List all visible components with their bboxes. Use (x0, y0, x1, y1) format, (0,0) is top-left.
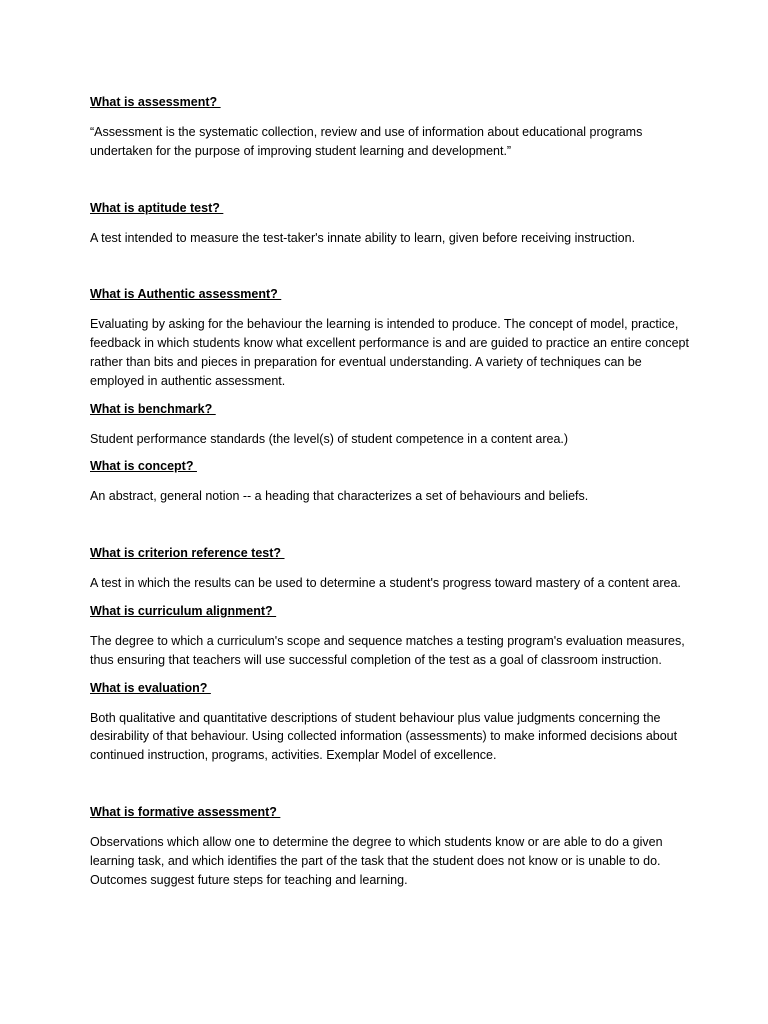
answer-paragraph: Observations which allow one to determine the degree to which students know or are able to do a given learning task, and which identifies the part of the task that the student does not know or is unable to do. Outcomes suggest future steps for teaching and learning. (90, 834, 663, 887)
question-heading: What is curriculum alignment? (90, 603, 277, 618)
question-heading: What is evaluation? (90, 680, 211, 695)
question-heading: What is Authentic assessment? (90, 287, 282, 302)
answer-paragraph: A test in which the results can be used to determine a student's progress toward mastery of a content area. (90, 576, 681, 591)
question-heading: What is formative assessment? (90, 804, 281, 819)
answer-paragraph: The degree to which a curriculum's scope and sequence matches a testing program's evaluation measures, thus ensuring that teachers will use successful completion of the test as a goal of classroom instruction. (90, 633, 685, 667)
answer-paragraph: Both qualitative and quantitative descriptions of student behaviour plus value judgments concerning the desirability of that behaviour. Using collected information (assessments) to make informed decisions about continued instruction, programs, activities. Exemplar Model of excellence. (90, 710, 678, 763)
answer-paragraph: Student performance standards (the level(s) of student competence in a content area.) (90, 431, 569, 446)
document-content (90, 94, 690, 889)
answer-paragraph: An abstract, general notion -- a heading that characterizes a set of behaviours and beliefs. (90, 489, 589, 504)
question-heading: What is assessment? (90, 95, 221, 109)
question-heading: What is concept? (90, 459, 197, 474)
answer-paragraph: “Assessment is the systematic collection, review and use of information about educational programs undertaken for the purpose of improving student learning and development.” (90, 125, 643, 158)
question-heading: What is criterion reference test? (90, 546, 285, 561)
answer-paragraph: Evaluating by asking for the behaviour the learning is intended to produce. The concept of model, practice, feedback in which students know what excellent performance is and are guided to practice an entire concept rather than bits and pieces in preparation for eventual understanding. A variety of techniques can be employed in authentic assessment. (90, 317, 689, 388)
question-heading: What is aptitude test? (90, 200, 224, 215)
question-heading: What is benchmark? (90, 401, 216, 416)
answer-paragraph: A test intended to measure the test-taker's innate ability to learn, given before receiving instruction. (90, 230, 636, 245)
